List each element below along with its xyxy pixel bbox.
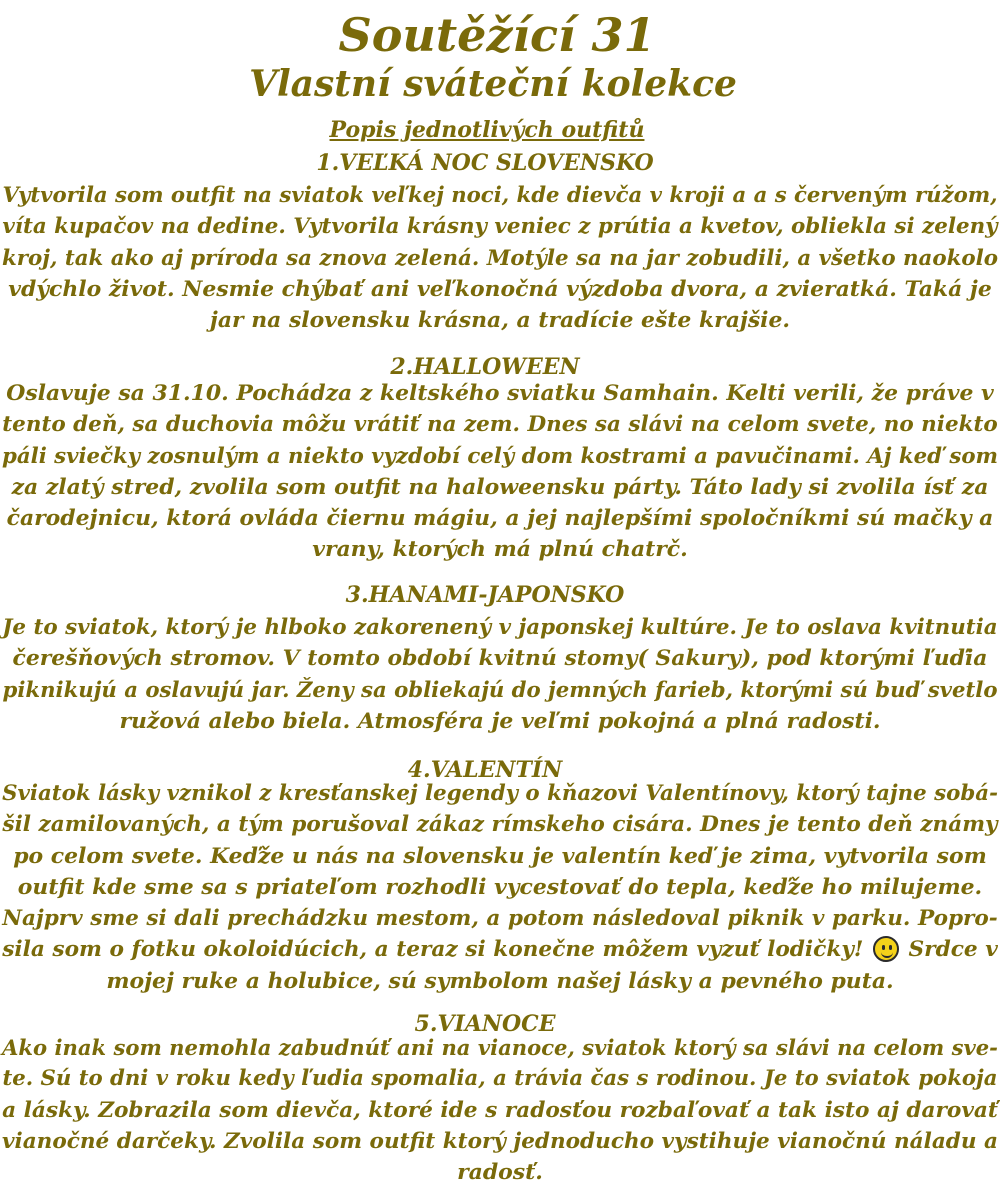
outfit-description-hanami <box>0 612 1000 737</box>
outfit-description-easter <box>0 180 1000 336</box>
text-line: Oslavuje sa 31.10. Pochádza z keltského sviatku Samhain. Kelti verili, že práve v <box>6 380 994 406</box>
outfit-description-christmas <box>0 1032 1000 1188</box>
text-line: kroj, tak ako aj príroda sa znova zelená. Motýle sa na jar zobudili, a všetko naokolo <box>1 245 999 271</box>
text-line: za zlatý stred, zvolila som outfit na haloweensku párty. Táto lady si zvolila ísť za <box>11 473 989 500</box>
outfit-description-halloween <box>0 378 1000 566</box>
text-line: a lásky. Zobrazila som dievča, ktoré ide s radosťou rozbaľovať a tak isto aj darovať <box>2 1097 998 1123</box>
text-line: čarodejnicu, ktorá ovláda čiernu mágiu, a jej najlepšími spoločníkmi sú mačky a <box>6 505 994 532</box>
text-line: šil zamilovaných, a tým porušoval zákaz rímskeho cisára. Dnes je tento deň známy <box>2 812 998 838</box>
text-line: vianočné darčeky. Zvolila som outfit ktorý jednoducho vystihuje vianočnú náladu a <box>1 1128 999 1154</box>
text-line: te. Sú to dni v roku kedy ľudia spomalia, a trávia čas s rodinou. Je to sviatok pokoja <box>2 1066 998 1092</box>
outfit-heading-hanami: 3.HANAMI-JAPONSKO <box>345 582 625 608</box>
outfit-heading-halloween: 2.HALLOWEEN <box>390 354 580 380</box>
text-line: ružová alebo biela. Atmosféra je veľmi pokojná a plná radosti. <box>119 707 881 734</box>
text-line: Ako inak som nemohla zabudnúť ani na vianoce, sviatok ktorý sa slávi na celom sve- <box>2 1035 998 1060</box>
text-segment: sila som o fotku okoloidúcich, a teraz si konečne môžem vyzuť lodičky! <box>2 937 864 963</box>
text-line: jar na slovensku krásna, a tradície ešte krajšie. <box>209 307 791 334</box>
text-line: piknikujú a oslavujú jar. Ženy sa obliekajú do jemných farieb, ktorými sú buď svetlo <box>2 677 998 703</box>
page-title: Soutěžící 31 <box>338 8 656 62</box>
text-line: Je to sviatok, ktorý je hlboko zakorenený v japonskej kultúre. Je to oslava kvitnutia <box>2 615 998 640</box>
text-line: Vytvorila som outfit na sviatok veľkej noci, kde dievča v kroji a a s červeným rúžom, <box>2 183 998 208</box>
text-line: Sviatok lásky vznikol z kresťanskej legendy o kňazovi Valentínovy, ktorý tajne sobá- <box>2 781 998 806</box>
text-line <box>0 934 1000 965</box>
smiling-face-icon <box>873 936 899 962</box>
text-line: outfit kde sme sa s priateľom rozhodli vycestovať do tepla, keďže ho milujeme. <box>17 873 983 900</box>
text-line: mojej ruke a holubice, sú symbolom našej lásky a pevného puta. <box>106 967 894 994</box>
text-line: Najprv sme si dali prechádzku mestom, a potom následoval piknik v parku. Popro- <box>2 906 998 932</box>
outfit-heading-christmas: 5.VIANOCE <box>414 1011 556 1037</box>
text-line: čerešňových stromov. V tomto období kvitnú stomy( Sakury), pod ktorými ľuďia <box>12 645 988 672</box>
text-line: radosť. <box>457 1159 543 1186</box>
text-line: vdýchlo život. Nesmie chýbať ani veľkonočná výzdoba dvora, a zvieratká. Taká je <box>8 275 992 302</box>
text-line: po celom svete. Keďže u nás na slovensku je valentín keď je zima, vytvorila som <box>13 842 987 869</box>
text-segment: Srdce v <box>908 937 998 963</box>
outfit-description-valentine <box>0 778 1000 997</box>
text-line: tento deň, sa duchovia môžu vrátiť na zem. Dnes sa slávi na celom svete, no niekto <box>2 412 998 438</box>
text-line: víta kupačov na dedine. Vytvorila krásny veniec z prútia a kvetov, obliekla si zelený <box>2 214 998 240</box>
section-heading: Popis jednotlivých outfitů <box>329 117 645 143</box>
text-line: vrany, ktorých má plnú chatrč. <box>312 536 688 563</box>
text-line: páli sviečky zosnulým a niekto vyzdobí celý dom kostrami a pavučinami. Aj keď som <box>2 443 998 469</box>
outfit-heading-valentine: 4.VALENTÍN <box>407 757 563 783</box>
page-subtitle: Vlastní sváteční kolekce <box>249 63 737 105</box>
outfit-heading-easter: 1.VEĽKÁ NOC SLOVENSKO <box>316 150 654 176</box>
